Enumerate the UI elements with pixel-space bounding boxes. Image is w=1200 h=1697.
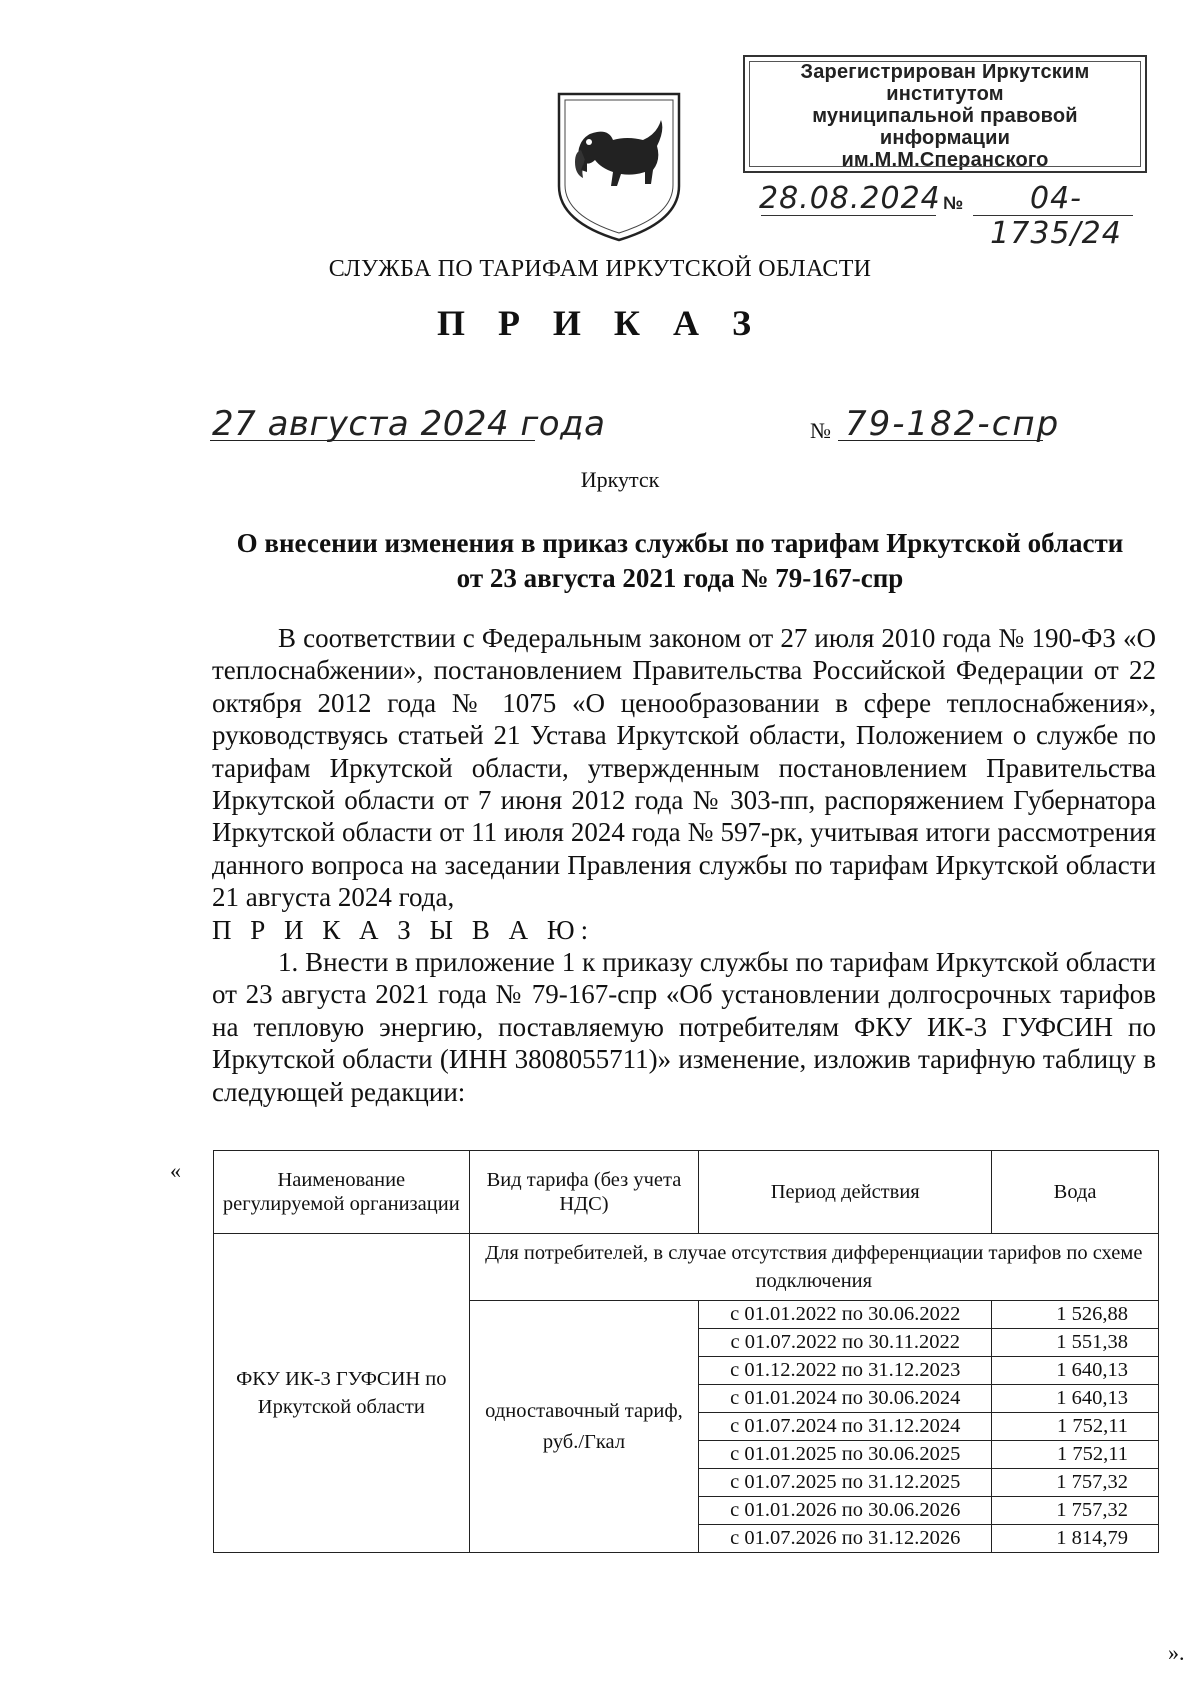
document-type: П Р И К А З [436,303,764,343]
closing-quote: ». [1168,1640,1185,1665]
item-1-paragraph: 1. Внести в приложение 1 к приказу службы по тарифам Иркутской области от 23 августа 2021 года № 79-167-спр «Об установлении долгосрочных тарифов на тепловую энергию, поставляемую потребителям ФКУ ИК-3 ГУФСИН по Иркутской области (ИНН 3808055711)» изменение, изложив тарифную таблицу в следующей редакции: [212,947,1156,1107]
registration-stamp [743,55,1147,251]
title-line-2: от 23 августа 2021 года № 79-167-спр [456,563,904,593]
org-name-cell: ФКУ ИК-3 ГУФСИН по Иркутской области [214,1234,470,1553]
title-line-1: О внесении изменения в приказ службы по тарифам Иркутской области [236,528,1124,558]
value-cell: 1 551,38 [992,1329,1159,1357]
city: Иркутск [580,467,660,492]
consumer-note-cell: Для потребителей, в случае отсутствия дифференциации тарифов по схеме подключения [469,1234,1158,1301]
period-cell: с 01.12.2022 по 31.12.2023 [699,1357,992,1385]
stamp-number-underline [973,215,1133,216]
stamp-registration-row [751,175,1139,251]
period-cell: с 01.01.2022 по 30.06.2022 [699,1301,992,1329]
table-header-row [214,1151,1159,1234]
coat-of-arms-icon [553,90,685,242]
opening-quote: « [170,1158,181,1183]
stamp-line-1: Зарегистрирован Иркутским институтом [800,61,1090,105]
order-number-underline [838,440,1043,441]
order-date-underline [210,440,535,441]
stamp-number-label: № [943,193,964,213]
period-cell: с 01.01.2024 по 30.06.2024 [699,1385,992,1413]
document-body [212,622,1156,1108]
period-cell: с 01.01.2025 по 30.06.2025 [699,1441,992,1469]
header-period: Период действия [699,1151,992,1234]
stamp-registration-date: 28.08.2024 [759,181,941,216]
period-cell: с 01.07.2026 по 31.12.2026 [699,1525,992,1553]
order-number-label: № [810,418,831,443]
value-cell: 1 752,11 [992,1441,1159,1469]
value-cell: 1 640,13 [992,1357,1159,1385]
order-date: 27 августа 2024 года [212,404,606,444]
order-word: П Р И К А З Ы В А Ю: [212,914,595,945]
value-cell: 1 526,88 [992,1301,1159,1329]
table-row [214,1234,1159,1301]
header-water: Вода [992,1151,1159,1234]
period-cell: с 01.07.2024 по 31.12.2024 [699,1413,992,1441]
stamp-line-2: муниципальной правовой информации [812,105,1078,149]
stamp-date-underline [761,215,936,216]
stamp-line-3: им.М.М.Сперанского [841,149,1049,171]
tariff-table [213,1150,1159,1553]
value-cell: 1 640,13 [992,1385,1159,1413]
header-org: Наименование регулируемой организации [214,1151,470,1234]
document-title [200,526,1160,596]
order-number: 79-182-спр [845,404,1061,444]
period-cell: с 01.07.2022 по 30.11.2022 [699,1329,992,1357]
period-cell: с 01.01.2026 по 30.06.2026 [699,1497,992,1525]
value-cell: 1 814,79 [992,1525,1159,1553]
header-tariff-kind: Вид тарифа (без учета НДС) [469,1151,699,1234]
value-cell: 1 752,11 [992,1413,1159,1441]
tariff-kind-cell: одноставочный тариф, руб./Гкал [469,1301,699,1553]
stamp-registration-number: 04-1735/24 [990,181,1122,251]
agency-name: СЛУЖБА ПО ТАРИФАМ ИРКУТСКОЙ ОБЛАСТИ [328,256,872,282]
period-cell: с 01.07.2025 по 31.12.2025 [699,1469,992,1497]
preamble-paragraph: В соответствии с Федеральным законом от 27 июля 2010 года № 190-ФЗ «О теплоснабжении», постановлением Правительства Российской Федерации от 22 октября 2012 года № 1075 «О ценообразовании в сфере теплоснабжения», руководствуясь статьей 21 Устава Иркутской области, Положением о службе по тарифам Иркутской области, утвержденным постановлением Правительства Иркутской области от 7 июня 2012 года № 303-пп, распоряжением Губернатора Иркутской области от 11 июля 2024 года № 597-рк, учитывая итоги рассмотрения данного вопроса на заседании Правления службы по тарифам Иркутской области 21 августа 2024 года, [212,623,1156,913]
value-cell: 1 757,32 [992,1497,1159,1525]
value-cell: 1 757,32 [992,1469,1159,1497]
